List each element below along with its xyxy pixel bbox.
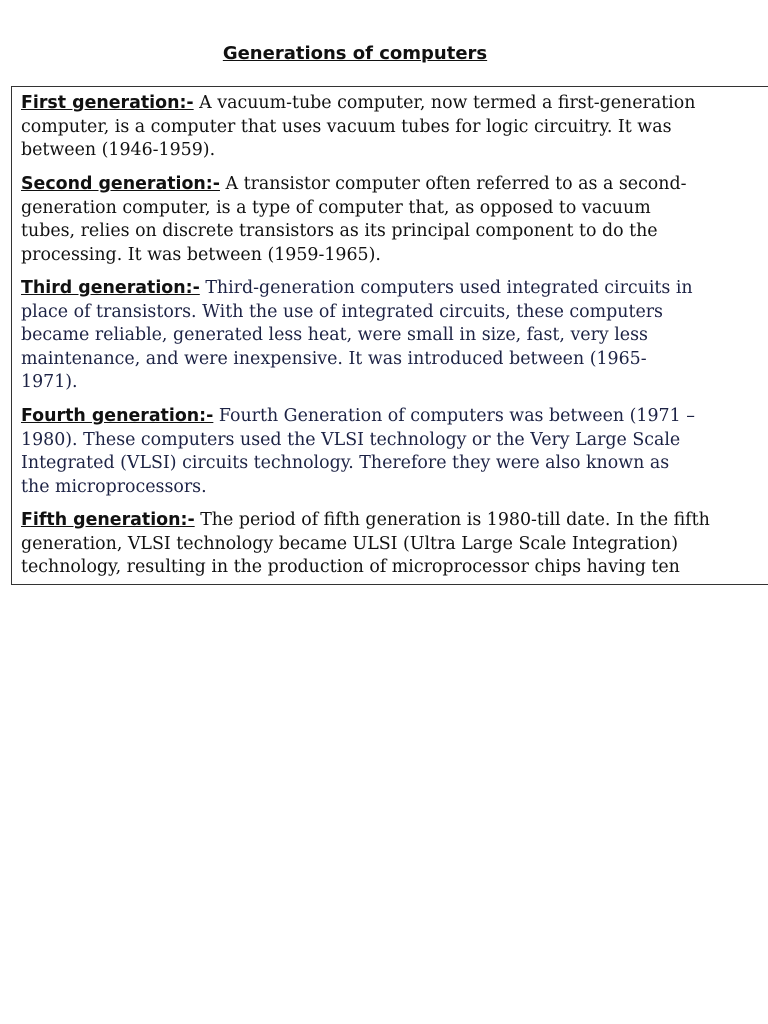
section-line: processing. It was between (1959-1965). [21,244,381,265]
section-line: Third generation:- Third-generation computers used integrated circuits in [21,278,693,298]
section-line: Second generation:- A transistor computer often referred to as a second- [21,174,687,194]
section-line: became reliable, generated less heat, were small in size, fast, very less [21,325,648,345]
section-line: generation computer, is a type of computer that, as opposed to vacuum [21,197,651,218]
section-line: First generation:- A vacuum-tube computer, now termed a first-generation [21,93,696,113]
section-line: computer, is a computer that uses vacuum tubes for logic circuitry. It was [21,116,672,137]
section-line: generation, VLSI technology became ULSI (Ultra Large Scale Integration) [21,533,679,554]
section-line: Fifth generation:- The period of fifth generation is 1980-till date. In the fifth [21,510,710,530]
section-second-generation [21,173,768,267]
section-heading: First generation:- [21,93,194,113]
section-line: tubes, relies on discrete transistors as its principal component to do the [21,221,658,241]
section-first-generation [21,92,768,163]
section-third-generation [21,277,768,395]
section-line: the microprocessors. [21,476,207,497]
section-line: 1980). These computers used the VLSI technology or the Very Large Scale [21,429,681,450]
content-box [11,86,768,585]
section-line: technology, resulting in the production of microprocessor chips having ten [21,557,680,577]
section-line: 1971). [21,372,78,392]
section-heading: Fifth generation:- [21,510,195,530]
section-fifth-generation [21,509,768,580]
section-line: place of transistors. With the use of integrated circuits, these computers [21,301,663,322]
section-line: between (1946-1959). [21,140,216,160]
section-line: Fourth generation:- Fourth Generation of computers was between (1971 – [21,406,695,426]
section-heading: Third generation:- [21,278,200,298]
section-heading: Second generation:- [21,174,220,194]
section-fourth-generation [21,405,768,499]
document-title: Generations of computers [222,43,488,64]
section-line: Integrated (VLSI) circuits technology. Therefore they were also known as [21,453,670,473]
section-heading: Fourth generation:- [21,406,214,426]
section-line: maintenance, and were inexpensive. It was introduced between (1965- [21,348,647,369]
